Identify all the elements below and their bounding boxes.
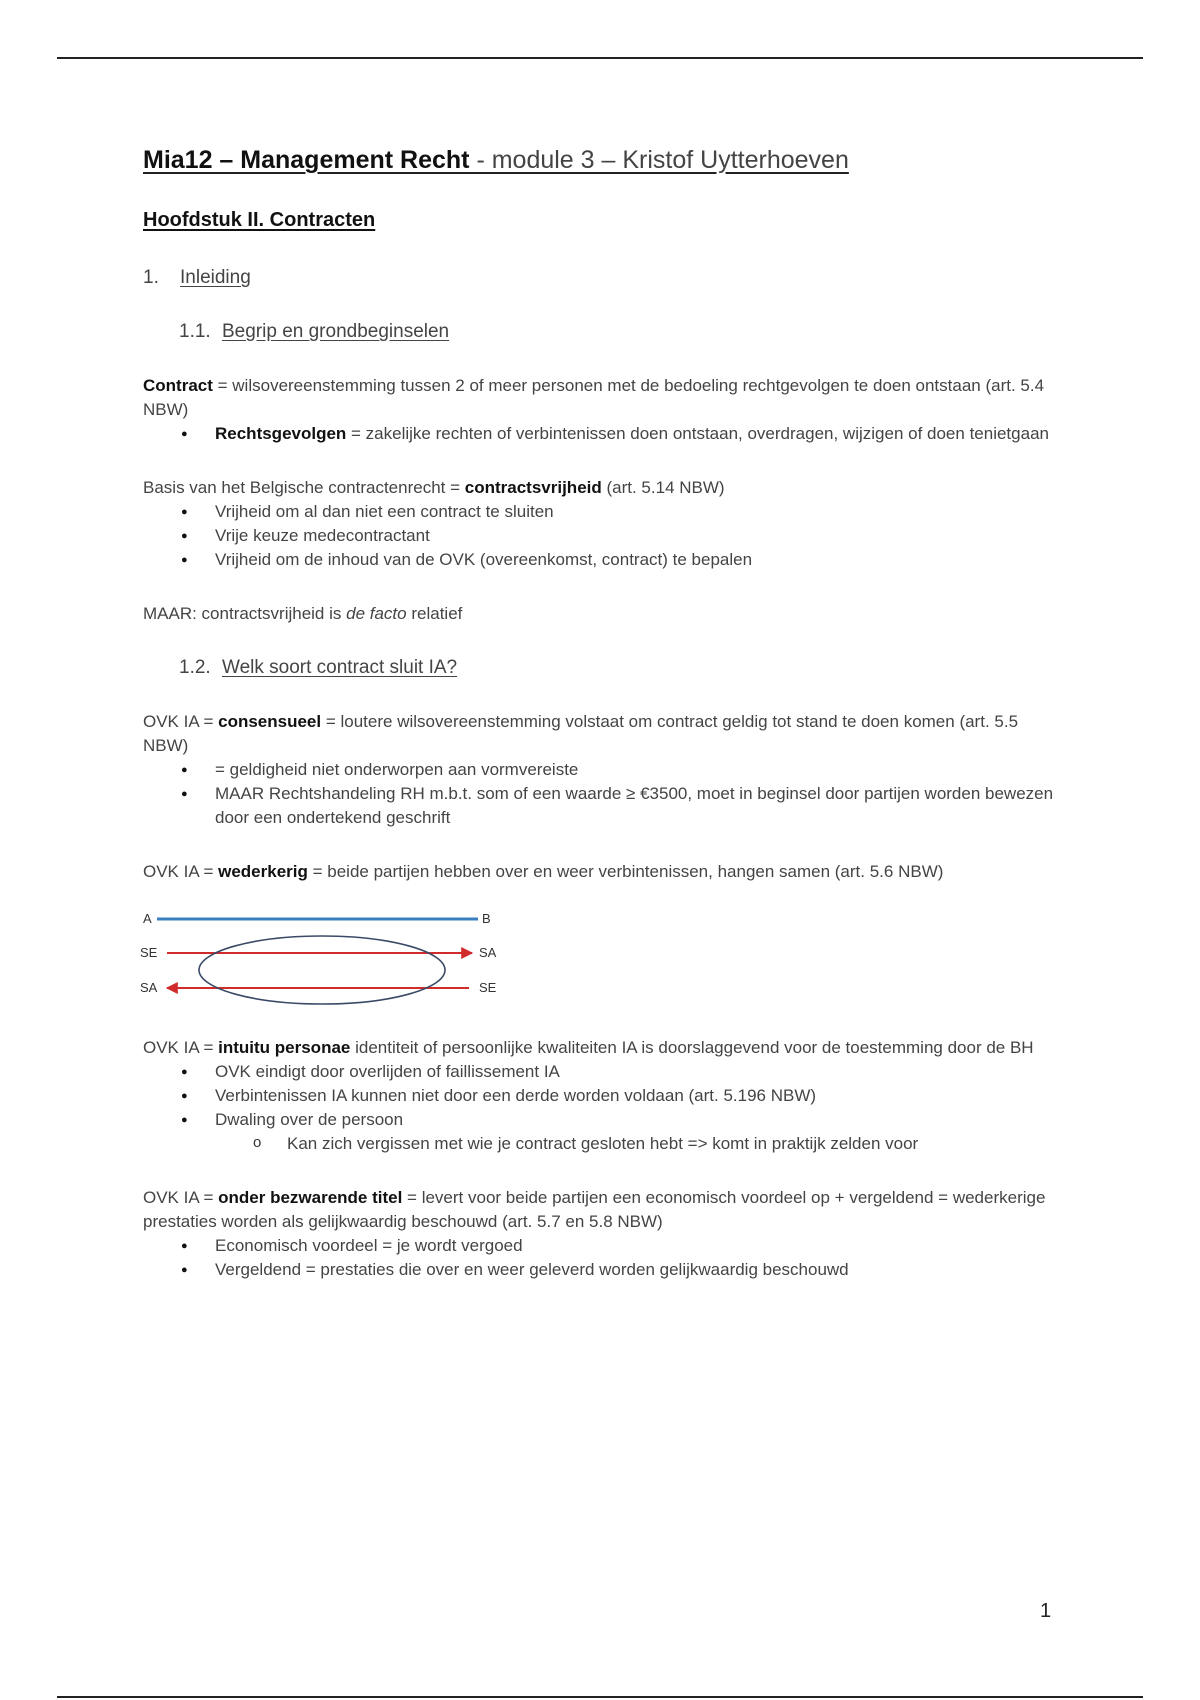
document-body — [140, 140, 1063, 1282]
ovk-prefix: OVK IA = — [143, 712, 219, 731]
wederkerig-text: = beide partijen hebben over en weer verbintenissen, hangen samen (art. 5.6 NBW) — [307, 862, 944, 881]
document-title — [143, 140, 1063, 180]
bezwarend-paragraph — [143, 1186, 1063, 1234]
list-item: ● OVK eindigt door overlijden of faillissement IA — [143, 1060, 1063, 1084]
contract-definition — [143, 374, 1063, 422]
footer-rule — [57, 1696, 1143, 1698]
contract-definition-text: = wilsovereenstemming tussen 2 of meer personen met de bedoeling rechtgevolgen te doen ontstaan (art. 5.4 NBW) — [143, 376, 1045, 419]
subsection-title: Begrip en grondbeginselen — [222, 321, 450, 342]
bezwarend-bullets — [143, 1234, 1063, 1282]
label-b: B — [482, 911, 491, 926]
list-item: ● = geldigheid niet onderworpen aan vormvereiste — [143, 758, 1063, 782]
list-item: ● MAAR Rechtshandeling RH m.b.t. som of een waarde ≥ €3500, moet in beginsel door partijen worden bewezen door een ondertekend geschrift — [143, 782, 1063, 830]
label-se-right: SE — [479, 980, 497, 995]
subsection-number: 1.2. — [179, 657, 211, 678]
bullet-text: = zakelijke rechten of verbintenissen doen ontstaan, overdragen, wijzigen of doen tenietgaan — [346, 424, 1049, 443]
subsection-heading-1-1 — [179, 320, 1063, 344]
ovk-prefix: OVK IA = — [143, 1188, 219, 1207]
intuitu-text: identiteit of persoonlijke kwaliteiten IA is doorslaggevend voor de toestemming door de BH — [350, 1038, 1034, 1057]
maar-prefix: MAAR: contractsvrijheid is — [143, 604, 347, 623]
contract-bullets — [143, 422, 1063, 446]
list-item: ● Vrije keuze medecontractant — [143, 524, 1063, 548]
intuitu-sub-bullets — [143, 1132, 1063, 1156]
basis-suffix: (art. 5.14 NBW) — [601, 478, 725, 497]
list-item — [143, 422, 1063, 446]
list-item: o Kan zich vergissen met wie je contract gesloten hebt => komt in praktijk zelden voor — [143, 1132, 1063, 1156]
list-item: ● Dwaling over de persoon — [143, 1108, 1063, 1132]
consensueel-text: = loutere wilsovereenstemming volstaat om contract geldig tot stand te doen komen (art. 5.5 NBW) — [143, 712, 1019, 755]
list-item: ● Vrijheid om al dan niet een contract te sluiten — [143, 500, 1063, 524]
label-sa-left: SA — [140, 980, 158, 995]
term-intuitu-personae: intuitu personae — [218, 1038, 351, 1057]
consensueel-paragraph — [143, 710, 1063, 758]
label-se-left: SE — [140, 945, 158, 960]
intuitu-bullets — [143, 1060, 1063, 1132]
section-title: Inleiding — [180, 267, 251, 288]
subsection-heading-1-2 — [179, 656, 1063, 680]
subsection-title: Welk soort contract sluit IA? — [222, 657, 458, 678]
maar-suffix: relatief — [406, 604, 463, 623]
linking-ellipse — [199, 936, 445, 1004]
ovk-prefix: OVK IA = — [143, 862, 219, 881]
section-heading-1 — [143, 266, 1063, 290]
subsection-number: 1.1. — [179, 321, 211, 342]
term-rechtsgevolgen: Rechtsgevolgen — [215, 424, 347, 443]
label-a: A — [143, 911, 152, 926]
list-item: ● Vrijheid om de inhoud van de OVK (overeenkomst, contract) te bepalen — [143, 548, 1063, 572]
ovk-prefix: OVK IA = — [143, 1038, 219, 1057]
wederkerig-paragraph — [143, 860, 1063, 884]
basis-prefix: Basis van het Belgische contractenrecht = — [143, 478, 465, 497]
header-rule — [57, 57, 1143, 59]
term-consensueel: consensueel — [218, 712, 322, 731]
bezwarend-text: = levert voor beide partijen een economisch voordeel op + vergeldend = wederkerige prestaties worden als gelijkwaardig beschouwd (art. 5.7 en 5.8 NBW) — [143, 1188, 1046, 1231]
maar-italic: de facto — [346, 604, 407, 623]
term-contractsvrijheid: contractsvrijheid — [464, 478, 602, 497]
list-item: ● Vergeldend = prestaties die over en weer geleverd worden gelijkwaardig beschouwd — [143, 1258, 1063, 1282]
maar-paragraph — [143, 602, 1063, 626]
basis-bullets — [143, 500, 1063, 572]
list-item: ● Verbintenissen IA kunnen niet door een derde worden voldaan (art. 5.196 NBW) — [143, 1084, 1063, 1108]
basis-paragraph — [143, 476, 1063, 500]
reciprocity-diagram — [137, 902, 507, 1012]
intuitu-paragraph — [143, 1036, 1063, 1060]
label-sa-right: SA — [479, 945, 497, 960]
term-wederkerig: wederkerig — [218, 862, 308, 881]
term-contract: Contract — [143, 376, 213, 395]
section-number: 1. — [143, 267, 159, 288]
term-onder-bezwarende-titel: onder bezwarende titel — [218, 1188, 403, 1207]
chapter-heading: Hoofdstuk II. Contracten — [143, 209, 376, 231]
title-module-author: - module 3 – Kristof Uytterhoeven — [469, 146, 849, 174]
list-item: ● Economisch voordeel = je wordt vergoed — [143, 1234, 1063, 1258]
page-number: 1 — [1040, 1600, 1052, 1622]
title-course: Mia12 – Management Recht — [143, 146, 470, 174]
consensueel-bullets — [143, 758, 1063, 830]
